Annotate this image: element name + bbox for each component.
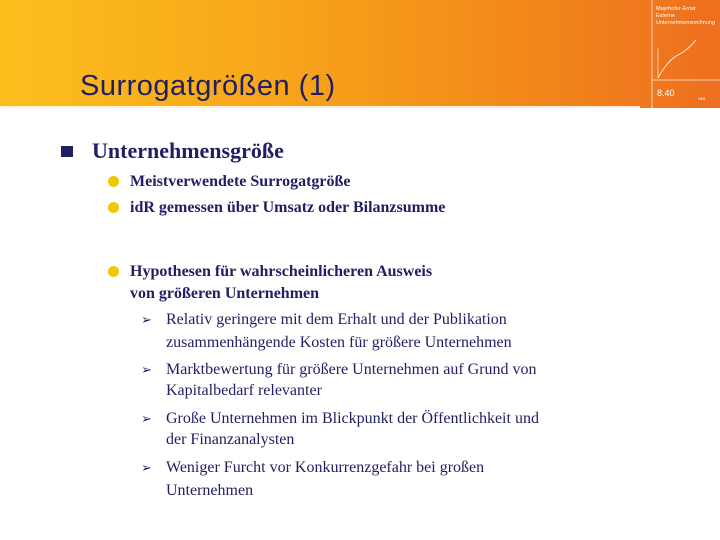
corner-line-author: Mayrhofer-Ernst [656, 6, 696, 12]
sub-item-line: Relativ geringere mit dem Erhalt und der Publikation [166, 311, 507, 328]
sub-item-line: Große Unternehmen im Blickpunkt der Öffentlichkeit und [166, 410, 539, 427]
section-heading: Unternehmensgröße [92, 138, 284, 163]
sub-item-line: zusammenhängende Kosten für größere Unternehmen [166, 334, 512, 351]
page-number: 8.40 [657, 88, 675, 98]
sub-item-line: Kapitalbedarf relevanter [166, 382, 322, 399]
corner-line-course: Externe [656, 13, 675, 19]
dot-bullet-icon [108, 266, 119, 277]
header-divider [0, 106, 640, 109]
bullet-item: idR gemessen über Umsatz oder Bilanzsumme [130, 199, 446, 216]
arrow-bullet-icon: ➢ [141, 460, 152, 475]
corner-label [656, 6, 716, 27]
sub-item-line: Marktbewertung für größere Unternehmen auf Grund von [166, 361, 537, 378]
slide-title: Surrogatgrößen (1) [80, 70, 336, 102]
sub-item-line: der Finanzanalysten [166, 431, 295, 448]
dot-bullet-icon [108, 176, 119, 187]
sub-item-line: Unternehmen [166, 482, 254, 499]
bullet-item-line: Hypothesen für wahrscheinlicheren Ausweis [130, 263, 433, 280]
arrow-bullet-icon: ➢ [141, 362, 152, 377]
sub-item-line: Weniger Furcht vor Konkurrenzgefahr bei großen [166, 459, 485, 476]
corner-line-subject: Unternehmensrechnung [656, 20, 716, 26]
arrow-bullet-icon: ➢ [141, 411, 152, 426]
dot-bullet-icon [108, 202, 119, 213]
bullet-item: Meistverwendete Surrogatgröße [130, 173, 351, 190]
corner-logo: UNI [698, 96, 705, 101]
square-bullet-icon [61, 146, 73, 157]
bullet-item-line: von größeren Unternehmen [130, 285, 320, 302]
arrow-bullet-icon: ➢ [141, 312, 152, 327]
